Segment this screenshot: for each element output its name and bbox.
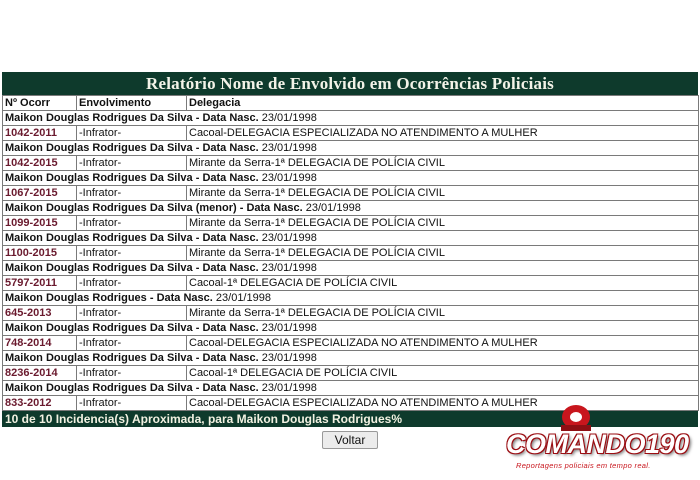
person-row: [3, 351, 699, 366]
birth-label-text: Data Nasc.: [202, 232, 259, 244]
person-name: Maikon Douglas Rodrigues Da Silva: [5, 322, 193, 334]
birth-label: [157, 292, 213, 304]
birth-label-text: Data Nasc.: [202, 322, 259, 334]
birth-label-text: Data Nasc.: [202, 112, 259, 124]
delegacia-cell: Cacoal-DELEGACIA ESPECIALIZADA NO ATENDIMENTO A MULHER: [187, 126, 699, 141]
person-cell: Maikon Douglas Rodrigues Da Silva - Data Nasc. 23/01/1998: [3, 351, 699, 366]
envolvimento-cell: -Infrator-: [77, 276, 187, 291]
envolvimento-cell: -Infrator-: [77, 186, 187, 201]
birth-label-text: Data Nasc.: [202, 352, 259, 364]
person-row: [3, 381, 699, 396]
delegacia-cell: Mirante da Serra-1ª DELEGACIA DE POLÍCIA CIVIL: [187, 246, 699, 261]
birth-label-text: Data Nasc.: [156, 292, 213, 304]
delegacia-cell: Cacoal-DELEGACIA ESPECIALIZADA NO ATENDIMENTO A MULHER: [187, 396, 699, 411]
birth-date: 23/01/1998: [261, 142, 317, 154]
person-cell: Maikon Douglas Rodrigues Da Silva - Data Nasc. 23/01/1998: [3, 321, 699, 336]
person-name: Maikon Douglas Rodrigues: [5, 292, 147, 304]
person-row: [3, 231, 699, 246]
occurrence-row: [3, 366, 699, 381]
report-title: Relatório Nome de Envolvido em Ocorrências Policiais: [2, 72, 698, 95]
birth-label: [246, 202, 302, 214]
birth-date: 23/01/1998: [261, 382, 317, 394]
birth-date: 23/01/1998: [261, 112, 317, 124]
delegacia-cell: Cacoal-DELEGACIA ESPECIALIZADA NO ATENDIMENTO A MULHER: [187, 336, 699, 351]
occurrence-row: [3, 126, 699, 141]
birth-label: [202, 382, 258, 394]
occurrence-row: [3, 216, 699, 231]
envolvimento-cell: -Infrator-: [77, 396, 187, 411]
envolvimento-cell: -Infrator-: [77, 336, 187, 351]
birth-date: 23/01/1998: [261, 172, 317, 184]
results-summary: 10 de 10 Incidencia(s) Aproximada, para Maikon Douglas Rodrigues%: [2, 411, 698, 427]
occurrence-number[interactable]: 1042-2011: [3, 126, 77, 141]
person-name: Maikon Douglas Rodrigues Da Silva: [5, 142, 193, 154]
person-name: Maikon Douglas Rodrigues Da Silva: [5, 352, 193, 364]
person-name: Maikon Douglas Rodrigues Da Silva: [5, 262, 193, 274]
person-cell: Maikon Douglas Rodrigues Da Silva - Data Nasc. 23/01/1998: [3, 231, 699, 246]
birth-label: [202, 112, 258, 124]
birth-label: [202, 232, 258, 244]
envolvimento-cell: -Infrator-: [77, 306, 187, 321]
birth-label: [202, 262, 258, 274]
person-row: [3, 111, 699, 126]
occurrence-number[interactable]: 1067-2015: [3, 186, 77, 201]
occurrence-number[interactable]: 1100-2015: [3, 246, 77, 261]
person-cell: Maikon Douglas Rodrigues Da Silva - Data Nasc. 23/01/1998: [3, 141, 699, 156]
birth-date: 23/01/1998: [261, 322, 317, 334]
occurrence-row: [3, 306, 699, 321]
watermark-slogan: Reportagens policiais em tempo real.: [516, 461, 651, 470]
watermark-brand: COMANDO190: [506, 429, 689, 459]
report-panel: [2, 72, 698, 449]
birth-label-text: Data Nasc.: [202, 382, 259, 394]
birth-label: [202, 172, 258, 184]
occurrence-row: [3, 276, 699, 291]
envolvimento-cell: -Infrator-: [77, 126, 187, 141]
person-cell: Maikon Douglas Rodrigues Da Silva - Data Nasc. 23/01/1998: [3, 381, 699, 396]
birth-date: 23/01/1998: [261, 262, 317, 274]
birth-label-text: Data Nasc.: [202, 262, 259, 274]
person-cell: Maikon Douglas Rodrigues Da Silva (menor) - Data Nasc. 23/01/1998: [3, 201, 699, 216]
delegacia-cell: Mirante da Serra-1ª DELEGACIA DE POLÍCIA CIVIL: [187, 306, 699, 321]
birth-label: [202, 142, 258, 154]
delegacia-cell: Cacoal-1ª DELEGACIA DE POLÍCIA CIVIL: [187, 366, 699, 381]
occurrences-table: [2, 95, 699, 411]
column-header-num: Nº Ocorr: [3, 96, 77, 111]
delegacia-cell: Mirante da Serra-1ª DELEGACIA DE POLÍCIA CIVIL: [187, 216, 699, 231]
occurrence-number[interactable]: 748-2014: [3, 336, 77, 351]
birth-label-text: Data Nasc.: [202, 172, 259, 184]
birth-label-text: Data Nasc.: [202, 142, 259, 154]
person-name: Maikon Douglas Rodrigues Da Silva: [5, 232, 193, 244]
person-name: Maikon Douglas Rodrigues Da Silva: [5, 112, 193, 124]
person-cell: Maikon Douglas Rodrigues Da Silva - Data Nasc. 23/01/1998: [3, 111, 699, 126]
person-name: Maikon Douglas Rodrigues Da Silva (menor): [5, 202, 237, 214]
person-cell: Maikon Douglas Rodrigues Da Silva - Data Nasc. 23/01/1998: [3, 261, 699, 276]
person-row: [3, 261, 699, 276]
birth-label-text: Data Nasc.: [246, 202, 303, 214]
occurrence-row: [3, 156, 699, 171]
person-row: [3, 321, 699, 336]
occurrence-number[interactable]: 8236-2014: [3, 366, 77, 381]
delegacia-cell: Mirante da Serra-1ª DELEGACIA DE POLÍCIA CIVIL: [187, 186, 699, 201]
birth-label: [202, 352, 258, 364]
person-row: [3, 171, 699, 186]
person-name: Maikon Douglas Rodrigues Da Silva: [5, 172, 193, 184]
birth-date: 23/01/1998: [305, 202, 361, 214]
birth-date: 23/01/1998: [215, 292, 271, 304]
delegacia-cell: Cacoal-1ª DELEGACIA DE POLÍCIA CIVIL: [187, 276, 699, 291]
person-row: [3, 201, 699, 216]
occurrence-number[interactable]: 1042-2015: [3, 156, 77, 171]
envolvimento-cell: -Infrator-: [77, 216, 187, 231]
occurrence-number[interactable]: 1099-2015: [3, 216, 77, 231]
birth-date: 23/01/1998: [261, 232, 317, 244]
birth-date: 23/01/1998: [261, 352, 317, 364]
occurrence-number[interactable]: 5797-2011: [3, 276, 77, 291]
occurrence-number[interactable]: 645-2013: [3, 306, 77, 321]
occurrence-row: [3, 186, 699, 201]
person-row: [3, 291, 699, 306]
birth-label: [202, 322, 258, 334]
column-header-envolvimento: Envolvimento: [77, 96, 187, 111]
occurrence-row: [3, 246, 699, 261]
delegacia-cell: Mirante da Serra-1ª DELEGACIA DE POLÍCIA CIVIL: [187, 156, 699, 171]
envolvimento-cell: -Infrator-: [77, 366, 187, 381]
column-header-delegacia: Delegacia: [187, 96, 699, 111]
occurrence-number[interactable]: 833-2012: [3, 396, 77, 411]
voltar-button[interactable]: Voltar: [322, 431, 379, 449]
envolvimento-cell: -Infrator-: [77, 246, 187, 261]
person-name: Maikon Douglas Rodrigues Da Silva: [5, 382, 193, 394]
person-cell: Maikon Douglas Rodrigues Da Silva - Data Nasc. 23/01/1998: [3, 171, 699, 186]
table-header-row: [3, 96, 699, 111]
person-cell: Maikon Douglas Rodrigues - Data Nasc. 23/01/1998: [3, 291, 699, 306]
comando190-logo: [506, 403, 696, 473]
occurrence-row: [3, 336, 699, 351]
envolvimento-cell: -Infrator-: [77, 156, 187, 171]
person-row: [3, 141, 699, 156]
